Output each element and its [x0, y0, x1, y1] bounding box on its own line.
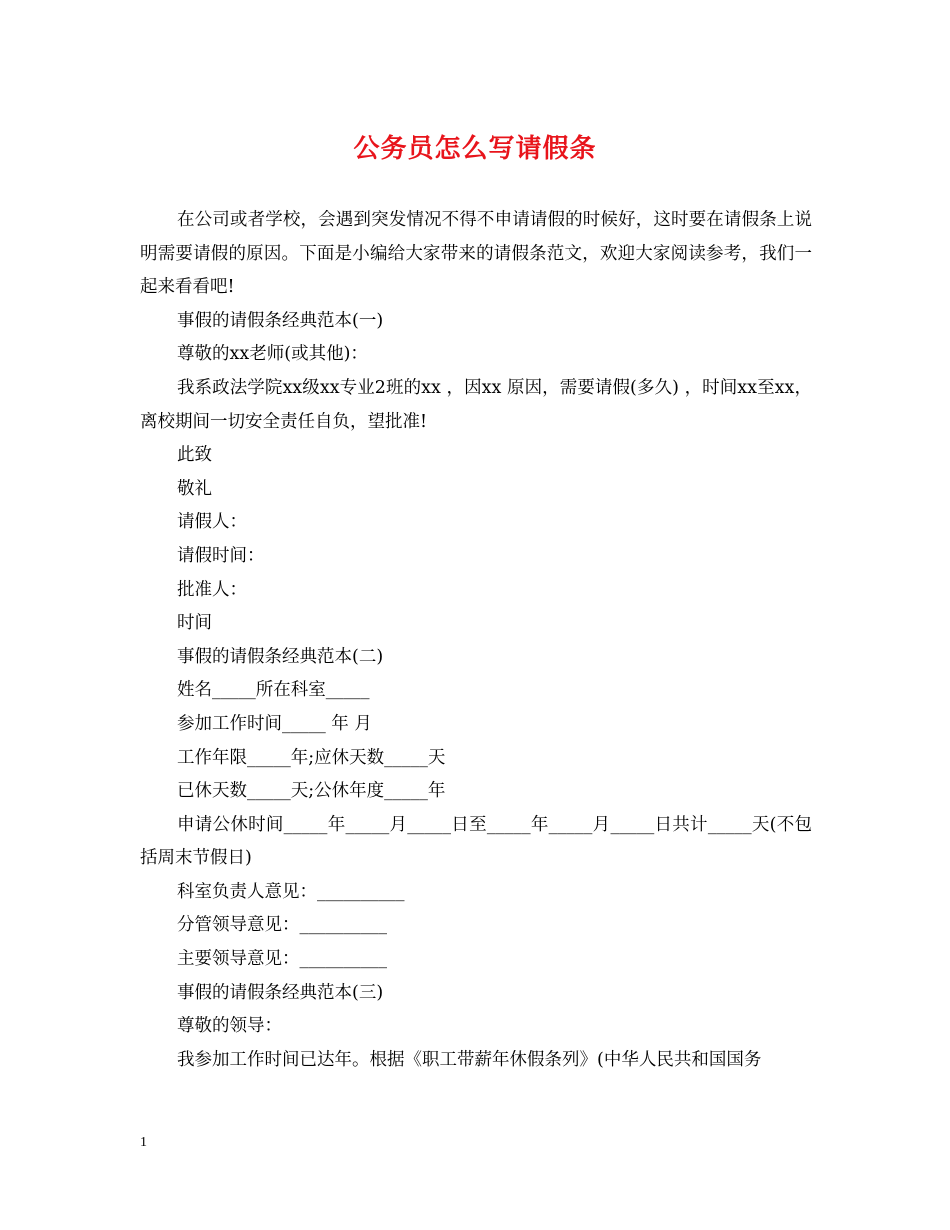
form-line-dept-opinion: 科室负责人意见：__________: [177, 881, 405, 902]
salutation-3: 尊敬的领导：: [177, 1016, 282, 1037]
form-line-name: 姓名_____所在科室_____: [177, 680, 370, 701]
document-body: [140, 204, 812, 1077]
leave-time-line: 请假时间：: [177, 545, 265, 566]
form-line-manager-opinion: 分管领导意见：__________: [177, 915, 387, 936]
form-line-days-taken: 已休天数_____天;公休年度_____年: [177, 781, 446, 802]
form-line-leader-opinion: 主要领导意见：__________: [177, 949, 387, 970]
form-line-leave-period: 申请公休时间_____年_____月_____日至_____年_____月_____日共计_____天(不包括周末节假日): [140, 814, 812, 869]
form-line-work-start: 参加工作时间_____ 年 月: [177, 713, 372, 734]
section-heading-2: 事假的请假条经典范本(二): [177, 646, 384, 667]
section-heading-1: 事假的请假条经典范本(一): [177, 310, 384, 331]
body-paragraph-3: 我参加工作时间已达年。根据《职工带薪年休假条列》(中华人民共和国国务: [177, 1049, 762, 1070]
document-title: 公务员怎么写请假条: [353, 134, 597, 164]
time-line: 时间: [177, 613, 212, 634]
approver-line: 批准人：: [177, 579, 247, 600]
page-number: 1: [140, 1135, 147, 1150]
salutation-1: 尊敬的xx老师(或其他)：: [177, 344, 368, 365]
leave-reason-paragraph: 我系政法学院xx级xx专业2班的xx ，因xx 原因，需要请假(多久) ，时间xx至xx，离校期间一切安全责任自负，望批准!: [140, 377, 812, 432]
intro-paragraph: 在公司或者学校，会遇到突发情况不得不申请请假的时候好，这时要在请假条上说明需要请假的原因。下面是小编给大家带来的请假条范文，欢迎大家阅读参考，我们一起来看看吧!: [140, 210, 812, 298]
applicant-line: 请假人：: [177, 512, 247, 533]
closing-line-1: 此致: [177, 445, 212, 466]
form-line-work-years: 工作年限_____年;应休天数_____天: [177, 747, 446, 768]
closing-line-2: 敬礼: [177, 478, 212, 499]
section-heading-3: 事假的请假条经典范本(三): [177, 982, 384, 1003]
